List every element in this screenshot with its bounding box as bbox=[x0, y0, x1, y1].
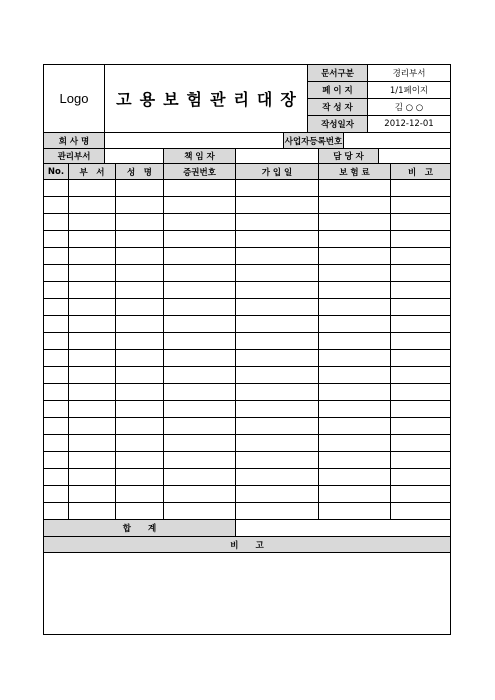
table-cell-remarks[interactable] bbox=[391, 452, 450, 469]
table-cell-policy-number[interactable] bbox=[164, 486, 236, 503]
table-cell-remarks[interactable] bbox=[391, 299, 450, 316]
company-name-value[interactable] bbox=[105, 133, 284, 149]
person-in-charge-label: 담 당 자 bbox=[319, 149, 379, 164]
table-cell-remarks[interactable] bbox=[391, 333, 450, 350]
table-cell-name[interactable] bbox=[116, 180, 164, 197]
table-cell-join-date[interactable] bbox=[236, 384, 319, 401]
table-cell-department[interactable] bbox=[69, 333, 116, 350]
column-header-name: 성 명 bbox=[116, 164, 164, 180]
column-header-premium: 보 험 료 bbox=[319, 164, 391, 180]
table-cell-policy-number[interactable] bbox=[164, 367, 236, 384]
table-cell-remarks[interactable] bbox=[391, 486, 450, 503]
table-cell-department[interactable] bbox=[69, 486, 116, 503]
table-cell-policy-number[interactable] bbox=[164, 316, 236, 333]
table-cell-join-date[interactable] bbox=[236, 214, 319, 231]
managing-department-value[interactable] bbox=[105, 149, 164, 164]
table-cell-remarks[interactable] bbox=[391, 265, 450, 282]
table-cell-join-date[interactable] bbox=[236, 282, 319, 299]
business-reg-number-value[interactable] bbox=[344, 133, 450, 149]
table-cell-premium[interactable] bbox=[319, 214, 391, 231]
table-cell-join-date[interactable] bbox=[236, 231, 319, 248]
table-cell-policy-number[interactable] bbox=[164, 180, 236, 197]
column-header-join-date: 가 입 일 bbox=[236, 164, 319, 180]
table-cell-premium[interactable] bbox=[319, 452, 391, 469]
remarks-header: 비 고 bbox=[44, 537, 450, 553]
table-cell-policy-number[interactable] bbox=[164, 265, 236, 282]
table-cell-premium[interactable] bbox=[319, 282, 391, 299]
responsible-person-label: 책 임 자 bbox=[164, 149, 236, 164]
meta-value-doc-type: 경리부서 bbox=[368, 65, 450, 82]
table-cell-premium[interactable] bbox=[319, 435, 391, 452]
table-cell-department[interactable] bbox=[69, 350, 116, 367]
table-cell-name[interactable] bbox=[116, 197, 164, 214]
table-cell-join-date[interactable] bbox=[236, 350, 319, 367]
table-cell-remarks[interactable] bbox=[391, 214, 450, 231]
table-cell-no[interactable] bbox=[44, 401, 69, 418]
table-cell-join-date[interactable] bbox=[236, 503, 319, 520]
table-cell-premium[interactable] bbox=[319, 401, 391, 418]
document-title: 고용보험관리대장 bbox=[105, 65, 308, 133]
table-cell-remarks[interactable] bbox=[391, 248, 450, 265]
business-reg-number-label: 사업자등록번호 bbox=[284, 133, 344, 149]
table-cell-no[interactable] bbox=[44, 503, 69, 520]
table-cell-department[interactable] bbox=[69, 503, 116, 520]
table-cell-no[interactable] bbox=[44, 435, 69, 452]
table-cell-premium[interactable] bbox=[319, 418, 391, 435]
company-name-label: 회 사 명 bbox=[44, 133, 105, 149]
table-cell-no[interactable] bbox=[44, 350, 69, 367]
table-cell-premium[interactable] bbox=[319, 367, 391, 384]
table-cell-join-date[interactable] bbox=[236, 435, 319, 452]
table-cell-remarks[interactable] bbox=[391, 316, 450, 333]
table-cell-no[interactable] bbox=[44, 299, 69, 316]
table-cell-name[interactable] bbox=[116, 282, 164, 299]
table-cell-no[interactable] bbox=[44, 316, 69, 333]
table-cell-remarks[interactable] bbox=[391, 401, 450, 418]
table-cell-no[interactable] bbox=[44, 469, 69, 486]
table-cell-name[interactable] bbox=[116, 367, 164, 384]
table-cell-policy-number[interactable] bbox=[164, 231, 236, 248]
table-cell-join-date[interactable] bbox=[236, 265, 319, 282]
table-cell-department[interactable] bbox=[69, 316, 116, 333]
table-cell-no[interactable] bbox=[44, 197, 69, 214]
table-cell-no[interactable] bbox=[44, 282, 69, 299]
table-cell-name[interactable] bbox=[116, 265, 164, 282]
meta-label-date: 작성일자 bbox=[308, 116, 368, 133]
table-cell-remarks[interactable] bbox=[391, 503, 450, 520]
table-cell-premium[interactable] bbox=[319, 486, 391, 503]
table-cell-join-date[interactable] bbox=[236, 180, 319, 197]
table-cell-name[interactable] bbox=[116, 469, 164, 486]
table-cell-policy-number[interactable] bbox=[164, 197, 236, 214]
managing-department-label: 관리부서 bbox=[44, 149, 105, 164]
table-cell-join-date[interactable] bbox=[236, 418, 319, 435]
table-cell-no[interactable] bbox=[44, 248, 69, 265]
table-cell-department[interactable] bbox=[69, 435, 116, 452]
table-cell-department[interactable] bbox=[69, 367, 116, 384]
table-cell-name[interactable] bbox=[116, 418, 164, 435]
table-cell-department[interactable] bbox=[69, 231, 116, 248]
table-cell-premium[interactable] bbox=[319, 503, 391, 520]
table-cell-join-date[interactable] bbox=[236, 367, 319, 384]
table-cell-name[interactable] bbox=[116, 299, 164, 316]
table-cell-department[interactable] bbox=[69, 418, 116, 435]
table-cell-no[interactable] bbox=[44, 367, 69, 384]
table-cell-no[interactable] bbox=[44, 214, 69, 231]
table-cell-name[interactable] bbox=[116, 401, 164, 418]
column-header-department: 부 서 bbox=[69, 164, 116, 180]
table-cell-name[interactable] bbox=[116, 333, 164, 350]
table-cell-premium[interactable] bbox=[319, 316, 391, 333]
table-cell-policy-number[interactable] bbox=[164, 282, 236, 299]
table-cell-policy-number[interactable] bbox=[164, 248, 236, 265]
table-cell-name[interactable] bbox=[116, 248, 164, 265]
table-cell-no[interactable] bbox=[44, 231, 69, 248]
table-cell-join-date[interactable] bbox=[236, 452, 319, 469]
table-cell-no[interactable] bbox=[44, 486, 69, 503]
table-cell-join-date[interactable] bbox=[236, 486, 319, 503]
table-cell-name[interactable] bbox=[116, 316, 164, 333]
table-cell-department[interactable] bbox=[69, 265, 116, 282]
table-cell-join-date[interactable] bbox=[236, 248, 319, 265]
table-cell-policy-number[interactable] bbox=[164, 350, 236, 367]
table-cell-policy-number[interactable] bbox=[164, 214, 236, 231]
table-cell-name[interactable] bbox=[116, 231, 164, 248]
table-cell-premium[interactable] bbox=[319, 197, 391, 214]
table-cell-policy-number[interactable] bbox=[164, 384, 236, 401]
table-cell-name[interactable] bbox=[116, 452, 164, 469]
table-cell-name[interactable] bbox=[116, 486, 164, 503]
table-cell-no[interactable] bbox=[44, 333, 69, 350]
table-cell-remarks[interactable] bbox=[391, 418, 450, 435]
table-cell-remarks[interactable] bbox=[391, 435, 450, 452]
table-cell-premium[interactable] bbox=[319, 248, 391, 265]
table-cell-policy-number[interactable] bbox=[164, 333, 236, 350]
table-cell-join-date[interactable] bbox=[236, 316, 319, 333]
meta-label-author: 작 성 자 bbox=[308, 99, 368, 116]
table-cell-name[interactable] bbox=[116, 384, 164, 401]
table-cell-join-date[interactable] bbox=[236, 299, 319, 316]
logo: Logo bbox=[44, 65, 105, 133]
totals-value[interactable] bbox=[236, 520, 450, 537]
table-cell-department[interactable] bbox=[69, 197, 116, 214]
person-in-charge-value[interactable] bbox=[379, 149, 450, 164]
table-cell-remarks[interactable] bbox=[391, 469, 450, 486]
table-cell-policy-number[interactable] bbox=[164, 418, 236, 435]
table-cell-premium[interactable] bbox=[319, 265, 391, 282]
table-cell-premium[interactable] bbox=[319, 469, 391, 486]
meta-label-doc-type: 문서구분 bbox=[308, 65, 368, 82]
meta-value-date: 2012-12-01 bbox=[368, 116, 450, 133]
table-cell-premium[interactable] bbox=[319, 333, 391, 350]
meta-value-page: 1/1페이지 bbox=[368, 82, 450, 99]
table-cell-no[interactable] bbox=[44, 418, 69, 435]
table-cell-premium[interactable] bbox=[319, 350, 391, 367]
table-cell-policy-number[interactable] bbox=[164, 469, 236, 486]
table-cell-remarks[interactable] bbox=[391, 180, 450, 197]
table-cell-department[interactable] bbox=[69, 452, 116, 469]
column-header-no: No. bbox=[44, 164, 69, 180]
table-cell-join-date[interactable] bbox=[236, 469, 319, 486]
table-cell-policy-number[interactable] bbox=[164, 452, 236, 469]
table-cell-department[interactable] bbox=[69, 401, 116, 418]
column-header-remarks: 비 고 bbox=[391, 164, 450, 180]
table-cell-premium[interactable] bbox=[319, 299, 391, 316]
responsible-person-value[interactable] bbox=[236, 149, 319, 164]
table-cell-policy-number[interactable] bbox=[164, 401, 236, 418]
table-cell-department[interactable] bbox=[69, 469, 116, 486]
table-cell-no[interactable] bbox=[44, 452, 69, 469]
table-cell-join-date[interactable] bbox=[236, 197, 319, 214]
table-cell-department[interactable] bbox=[69, 299, 116, 316]
remarks-body[interactable] bbox=[44, 553, 450, 634]
meta-value-author: 김 ○ ○ bbox=[368, 99, 450, 116]
table-cell-no[interactable] bbox=[44, 384, 69, 401]
table-cell-premium[interactable] bbox=[319, 231, 391, 248]
column-header-policy-number: 증권번호 bbox=[164, 164, 236, 180]
table-cell-department[interactable] bbox=[69, 214, 116, 231]
insurance-ledger-document bbox=[43, 64, 451, 635]
table-cell-premium[interactable] bbox=[319, 384, 391, 401]
table-cell-remarks[interactable] bbox=[391, 231, 450, 248]
table-cell-policy-number[interactable] bbox=[164, 435, 236, 452]
table-cell-policy-number[interactable] bbox=[164, 299, 236, 316]
table-cell-remarks[interactable] bbox=[391, 197, 450, 214]
table-cell-remarks[interactable] bbox=[391, 384, 450, 401]
table-cell-no[interactable] bbox=[44, 265, 69, 282]
table-cell-join-date[interactable] bbox=[236, 333, 319, 350]
table-cell-remarks[interactable] bbox=[391, 367, 450, 384]
table-cell-name[interactable] bbox=[116, 435, 164, 452]
table-cell-policy-number[interactable] bbox=[164, 503, 236, 520]
table-cell-department[interactable] bbox=[69, 180, 116, 197]
table-cell-join-date[interactable] bbox=[236, 401, 319, 418]
table-cell-premium[interactable] bbox=[319, 180, 391, 197]
meta-label-page: 페 이 지 bbox=[308, 82, 368, 99]
table-cell-remarks[interactable] bbox=[391, 350, 450, 367]
totals-label: 합 계 bbox=[44, 520, 236, 537]
table-cell-name[interactable] bbox=[116, 350, 164, 367]
table-cell-department[interactable] bbox=[69, 248, 116, 265]
table-cell-department[interactable] bbox=[69, 282, 116, 299]
table-cell-department[interactable] bbox=[69, 384, 116, 401]
table-cell-remarks[interactable] bbox=[391, 282, 450, 299]
table-cell-name[interactable] bbox=[116, 503, 164, 520]
table-cell-name[interactable] bbox=[116, 214, 164, 231]
table-cell-no[interactable] bbox=[44, 180, 69, 197]
